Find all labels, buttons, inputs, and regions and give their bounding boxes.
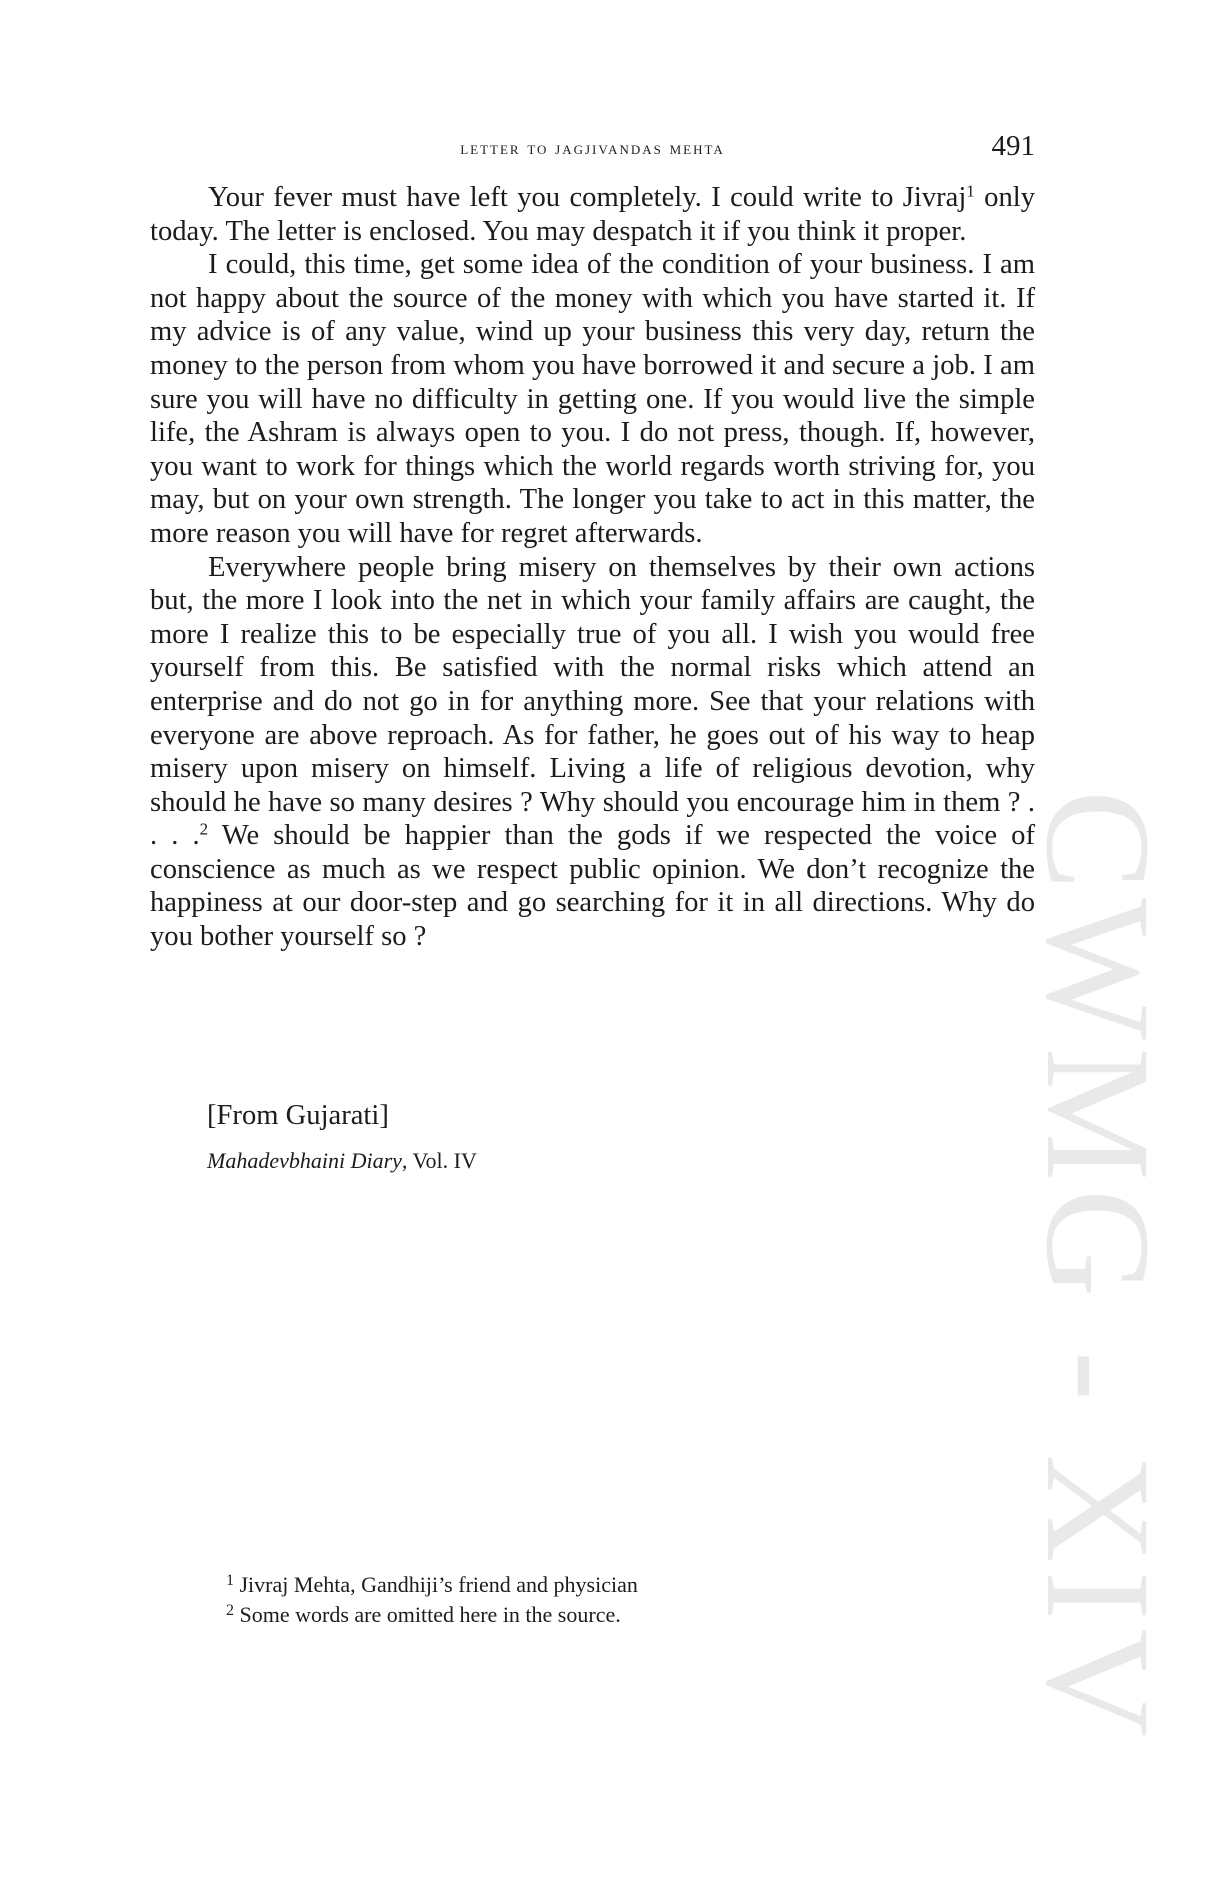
footnote-text: Some words are omitted here in the source.	[239, 1602, 621, 1627]
letter-body	[150, 181, 1035, 954]
paragraph-1-text-b: only today. The letter is enclosed. You may despatch it if you think it proper.	[150, 182, 1036, 247]
citation-volume: , Vol. IV	[401, 1148, 477, 1173]
paragraph-1-text-a: Your fever must have left you completely. I could write to Jivraj	[208, 182, 967, 213]
paragraph-3	[150, 551, 1035, 954]
citation-title: Mahadevbhaini Diary	[207, 1148, 402, 1173]
page-header	[150, 130, 1035, 170]
source-block	[207, 1098, 907, 1174]
paragraph-1	[150, 181, 1035, 248]
footnote-text: Jivraj Mehta, Gandhiji’s friend and physician	[239, 1572, 638, 1597]
source-citation	[207, 1148, 907, 1174]
watermark: CWMG - XIV	[1015, 790, 1181, 1745]
footnote-ref-2: 2	[199, 819, 209, 839]
paragraph-2: I could, this time, get some idea of the condition of your business. I am not happy about the source of the money with which you have started it. If my advice is of any value, wind up your business this very day, return the money to the person from whom you have borrowed it and secure a job. I am sure you will have no difficulty in getting one. If you would live the simple life, the Ashram is always open to you. I do not press, though. If, however, you want to work for things which the world regards worth striving for, you may, but on your own strength. The longer you take to act in this matter, the more reason you will have for regret afterwards.	[150, 249, 1035, 549]
footnote-1	[226, 1570, 866, 1600]
source-language: [From Gujarati]	[207, 1100, 389, 1131]
paragraph-3-text-a: Everywhere people bring misery on themselves by their own actions but, the more I look into the net in which your family affairs are caught, the more I realize this to be especially true of you all. I wish you would free yourself from this. Be satisfied with the normal risks which attend an enterprise and do not go in for anything more. See that your relations with everyone are above reproach. As for father, he goes out of his way to heap misery upon misery on himself. Living a life of religious devotion, why should he have so many desires ? Why should you encourage him in them ? . . . .	[150, 551, 1035, 852]
paragraph-3-text-b: We should be happier than the gods if we respected the voice of conscience as much as we respect public opinion. We don’t recognize the happiness at our door-step and go searching for it in all directions. Why do you bother yourself so ?	[150, 820, 1035, 953]
footnote-marker: 1	[226, 1571, 234, 1589]
footnotes	[226, 1570, 866, 1630]
footnote-marker: 2	[226, 1601, 234, 1619]
running-title: letter to jagjivandas mehta	[460, 138, 725, 159]
page-number: 491	[991, 130, 1035, 162]
footnote-2	[226, 1600, 866, 1630]
footnote-ref-1: 1	[966, 181, 975, 201]
